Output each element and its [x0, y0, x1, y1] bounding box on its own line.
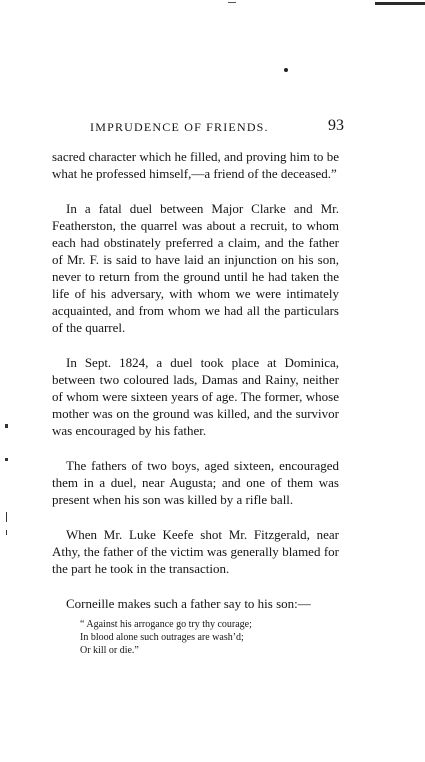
top-edge-rule	[375, 2, 425, 5]
top-edge-tick	[228, 2, 236, 3]
ink-dot	[284, 68, 288, 72]
page-header	[86, 118, 344, 138]
page-number: 93	[328, 117, 344, 134]
margin-mark	[6, 530, 7, 535]
paragraph-continuation: sacred character which he filled, and proving him to be what he professed himself,—a friend of the deceased.”	[52, 149, 339, 181]
paragraph-dominica-duel: In Sept. 1824, a duel took place at Dominica, between two coloured lads, Damas and Rainy, neither of whom were sixteen years of age. The former, whose mother was on the ground was killed, and the survivor was encouraged by his father.	[52, 355, 339, 438]
running-head: IMPRUDENCE OF FRIENDS.	[90, 120, 269, 134]
margin-mark	[5, 424, 8, 428]
paragraph-corneille: Corneille makes such a father say to his son:—	[66, 596, 311, 611]
margin-mark	[5, 458, 8, 461]
quote-line: Or kill or die.”	[80, 645, 139, 656]
paragraph-augusta-duel: The fathers of two boys, aged sixteen, encouraged them in a duel, near Augusta; and one of them was present when his son was killed by a rifle ball.	[52, 458, 339, 507]
quote-line: In blood alone such outrages are wash’d;	[80, 632, 244, 643]
paragraph-keefe-fitzgerald: When Mr. Luke Keefe shot Mr. Fitzgerald, near Athy, the father of the victim was generally blamed for the part he took in the transaction.	[52, 527, 339, 576]
paragraph-clarke-featherston: In a fatal duel between Major Clarke and Mr. Featherston, the quarrel was about a recruit, to whom each had obstinately preferred a claim, and the father of Mr. F. is said to have laid an injunction on his son, never to return from the ground until he had taken the life of his adversary, with whom we were intimately acquainted, and from whom we had all the particulars of the quarrel.	[52, 201, 339, 335]
margin-mark	[6, 512, 7, 522]
corneille-quote	[80, 618, 339, 657]
page-body	[52, 148, 339, 657]
quote-line: “ Against his arrogance go try thy courage;	[80, 619, 252, 630]
